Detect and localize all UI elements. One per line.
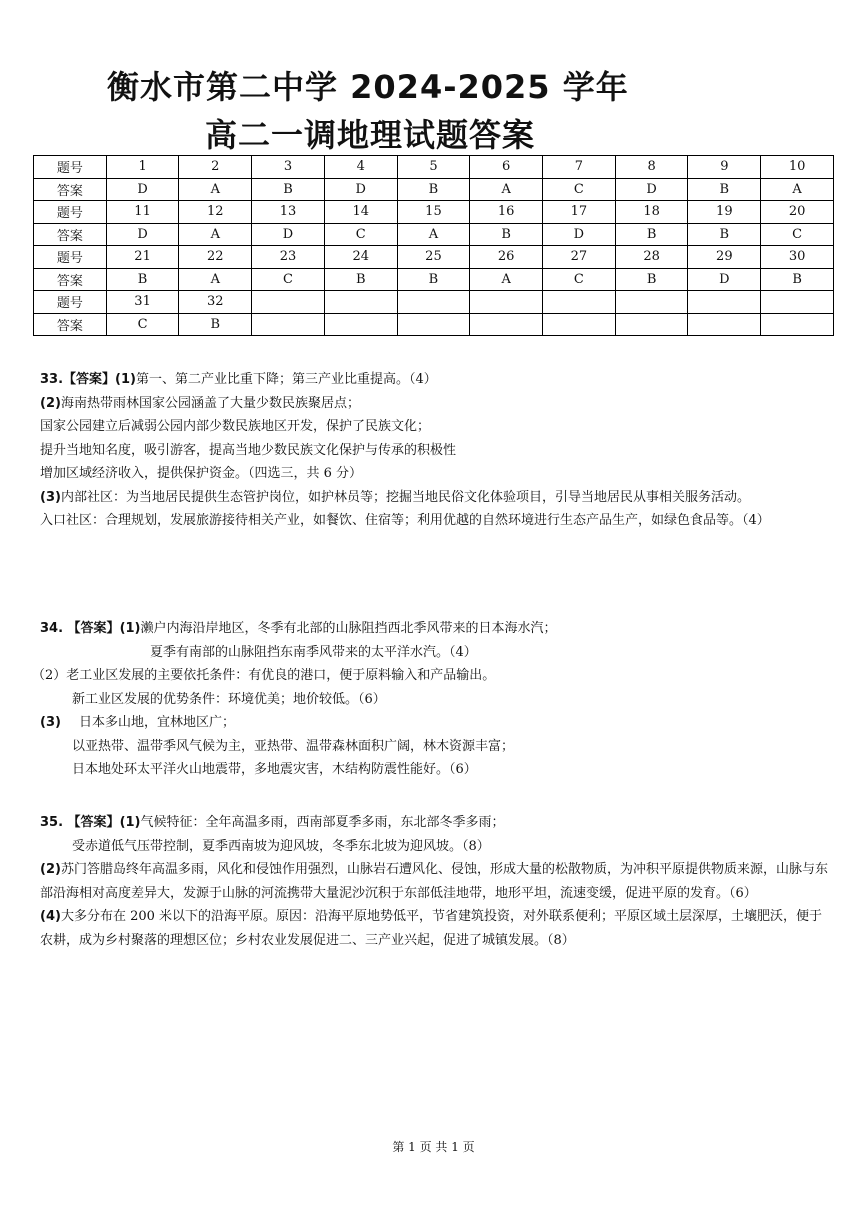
question-number-cell: 7 (543, 156, 616, 179)
q34-part3-line2: 以亚热带、温带季风气候为主，亚热带、温带森林面积广阔，林木资源丰富； (72, 738, 515, 754)
answer-cell (470, 313, 543, 336)
exam-title-line2: 高二一调地理试题答案 (205, 116, 536, 154)
answer-cell (252, 313, 325, 336)
answer-cell: A (179, 178, 252, 201)
answer-cell: B (615, 268, 688, 291)
question-number-row (34, 291, 834, 314)
answer-cell: D (106, 223, 179, 246)
question-number-cell: 27 (543, 246, 616, 269)
answer-row (34, 178, 834, 201)
answer-cell (397, 313, 470, 336)
answer-cell (688, 313, 761, 336)
q33-head: 33.【答案】 (40, 372, 116, 387)
q35-part1-line2: 受赤道低气压带控制，夏季西南坡为迎风坡，冬季东北坡为迎风坡。（8） (72, 838, 490, 854)
question-number-cell: 20 (761, 201, 834, 224)
q34-part2: （2）老工业区发展的主要依托条件：有优良的港口，便于原料输入和产品输出。 (32, 668, 496, 683)
question-number-cell: 11 (106, 201, 179, 224)
question-number-cell: 30 (761, 246, 834, 269)
answer-cell: D (252, 223, 325, 246)
answer-row-label: 答案 (34, 223, 107, 246)
question-number-cell: 12 (179, 201, 252, 224)
question-number-row (34, 246, 834, 269)
answer-cell: B (324, 268, 397, 291)
answer-cell: B (688, 178, 761, 201)
q33-part2-line3: 提升当地知名度，吸引游客，提高当地少数民族文化保护与传承的积极性 (40, 442, 457, 458)
answer-cell: D (106, 178, 179, 201)
answer-cell: B (688, 223, 761, 246)
answer-row-label: 答案 (34, 178, 107, 201)
question-number-cell: 1 (106, 156, 179, 179)
question-number-cell: 29 (688, 246, 761, 269)
question-number-cell: 22 (179, 246, 252, 269)
question-34-answer (32, 617, 830, 782)
question-number-cell: 23 (252, 246, 325, 269)
answer-cell (543, 313, 616, 336)
answer-row (34, 268, 834, 291)
answer-cell: C (252, 268, 325, 291)
q35-part2-tag: (2) (40, 862, 61, 877)
answer-table (33, 155, 834, 336)
q35-head: 35. 【答案】 (40, 815, 120, 830)
question-number-cell: 19 (688, 201, 761, 224)
question-number-cell: 31 (106, 291, 179, 314)
question-number-cell: 24 (324, 246, 397, 269)
q35-part1: 气候特征：全年高温多雨，西南部夏季多雨，东北部冬季多雨； (140, 815, 505, 830)
question-number-cell: 4 (324, 156, 397, 179)
question-number-row-label: 题号 (34, 201, 107, 224)
q35-part1-tag: (1) (119, 815, 141, 830)
answer-cell: D (688, 268, 761, 291)
question-33-answer (40, 368, 830, 533)
q33-part3: 内部社区：为当地居民提供生态管护岗位，如护林员等；挖掘当地民俗文化体验项目，引导当地居民从事相关服务活动。 (60, 489, 750, 505)
question-number-cell: 16 (470, 201, 543, 224)
answer-cell: A (470, 178, 543, 201)
question-number-cell (470, 291, 543, 314)
question-number-cell: 9 (688, 156, 761, 179)
answer-cell: B (470, 223, 543, 246)
question-number-row (34, 156, 834, 179)
answer-row-label: 答案 (34, 268, 107, 291)
answer-row (34, 223, 834, 246)
answer-row (34, 313, 834, 336)
question-number-cell: 3 (252, 156, 325, 179)
question-number-cell (543, 291, 616, 314)
q33-part3-line2: 入口社区：合理规划，发展旅游接待相关产业，如餐饮、住宿等；利用优越的自然环境进行生态产品生产，如绿色食品等。（4） (40, 513, 770, 528)
answer-cell: A (761, 178, 834, 201)
answer-cell: B (761, 268, 834, 291)
answer-cell (615, 313, 688, 336)
question-number-cell: 32 (179, 291, 252, 314)
q35-part2: 苏门答腊岛终年高温多雨，风化和侵蚀作用强烈，山脉岩石遭风化、侵蚀，形成大量的松散物质，为冲积平原提供物质来源，山脉与东部沿海相对高度差异大，发源于山脉的河流携带大量泥沙沉积于东部低洼地带，地形平坦，流速变缓，促进平原的发育。（6） (40, 862, 828, 901)
answer-cell: A (179, 223, 252, 246)
q35-part4-tag: (4) (40, 909, 61, 924)
answer-cell: C (543, 178, 616, 201)
q34-part1: 濑户内海沿岸地区，冬季有北部的山脉阻挡西北季风带来的日本海水汽； (140, 621, 557, 636)
question-number-cell (615, 291, 688, 314)
question-number-row-label: 题号 (34, 246, 107, 269)
q33-part2: 海南热带雨林国家公园涵盖了大量少数民族聚居点； (60, 395, 360, 411)
answer-cell: B (397, 178, 470, 201)
question-number-row (34, 201, 834, 224)
question-number-cell: 26 (470, 246, 543, 269)
question-number-cell: 8 (615, 156, 688, 179)
answer-cell: A (397, 223, 470, 246)
answer-cell: C (543, 268, 616, 291)
question-number-cell: 14 (324, 201, 397, 224)
question-number-cell (397, 291, 470, 314)
question-number-cell: 5 (397, 156, 470, 179)
answer-cell: A (179, 268, 252, 291)
q34-part3-tag: (3) (40, 715, 61, 730)
answer-cell: B (397, 268, 470, 291)
answer-cell (324, 313, 397, 336)
answer-row-label: 答案 (34, 313, 107, 336)
question-number-row-label: 题号 (34, 156, 107, 179)
question-number-cell (761, 291, 834, 314)
q35-part4: 大多分布在 200 米以下的沿海平原。原因：沿海平原地势低平，节省建筑投资，对外联系便利；平原区域土层深厚，土壤肥沃，便于农耕，成为乡村聚落的理想区位；乡村农业发展促进二、三产业兴起，促进了城镇发展。（8） (40, 909, 823, 948)
q33-part2-tag: (2) (40, 395, 61, 411)
question-number-row-label: 题号 (34, 291, 107, 314)
q33-part1-tag: (1) (115, 372, 136, 387)
question-number-cell (252, 291, 325, 314)
q34-part3-line3: 日本地处环太平洋火山地震带，多地震灾害，木结构防震性能好。（6） (72, 762, 477, 777)
q33-part1: 第一、第二产业比重下降；第三产业比重提高。（4） (135, 372, 437, 387)
q34-part1-tag: (1) (119, 621, 141, 636)
question-number-cell: 18 (615, 201, 688, 224)
question-number-cell: 21 (106, 246, 179, 269)
answer-cell: B (615, 223, 688, 246)
q34-part3: 日本多山地，宜林地区广； (78, 715, 235, 730)
q33-part2-line2: 国家公园建立后减弱公园内部少数民族地区开发，保护了民族文化； (40, 419, 431, 434)
answer-cell: B (179, 313, 252, 336)
question-number-cell: 28 (615, 246, 688, 269)
q34-part2-line2: 新工业区发展的优势条件：环境优美；地价较低。（6） (72, 691, 386, 707)
question-number-cell (688, 291, 761, 314)
q34-part1-line2: 夏季有南部的山脉阻挡东南季风带来的太平洋水汽。（4） (150, 644, 477, 660)
answer-cell: B (106, 268, 179, 291)
answer-cell: D (324, 178, 397, 201)
answer-cell: D (615, 178, 688, 201)
answer-cell: C (106, 313, 179, 336)
answer-cell: B (252, 178, 325, 201)
answer-cell: C (761, 223, 834, 246)
exam-title-line1: 衡水市第二中学 2024-2025 学年 (107, 68, 629, 106)
question-number-cell: 13 (252, 201, 325, 224)
question-number-cell: 10 (761, 156, 834, 179)
q34-head: 34. 【答案】 (40, 621, 120, 636)
question-number-cell: 25 (397, 246, 470, 269)
page-footer: 第 1 页 共 1 页 (392, 1140, 475, 1154)
answer-cell: A (470, 268, 543, 291)
question-number-cell: 6 (470, 156, 543, 179)
q33-part2-line4: 增加区域经济收入，提供保护资金。（四选三，共 6 分） (40, 466, 363, 481)
answer-cell: C (324, 223, 397, 246)
q33-part3-tag: (3) (40, 489, 61, 505)
question-number-cell: 2 (179, 156, 252, 179)
question-number-cell: 15 (397, 201, 470, 224)
question-number-cell (324, 291, 397, 314)
question-35-answer (40, 811, 830, 952)
question-number-cell: 17 (543, 201, 616, 224)
answer-cell: D (543, 223, 616, 246)
answer-cell (761, 313, 834, 336)
